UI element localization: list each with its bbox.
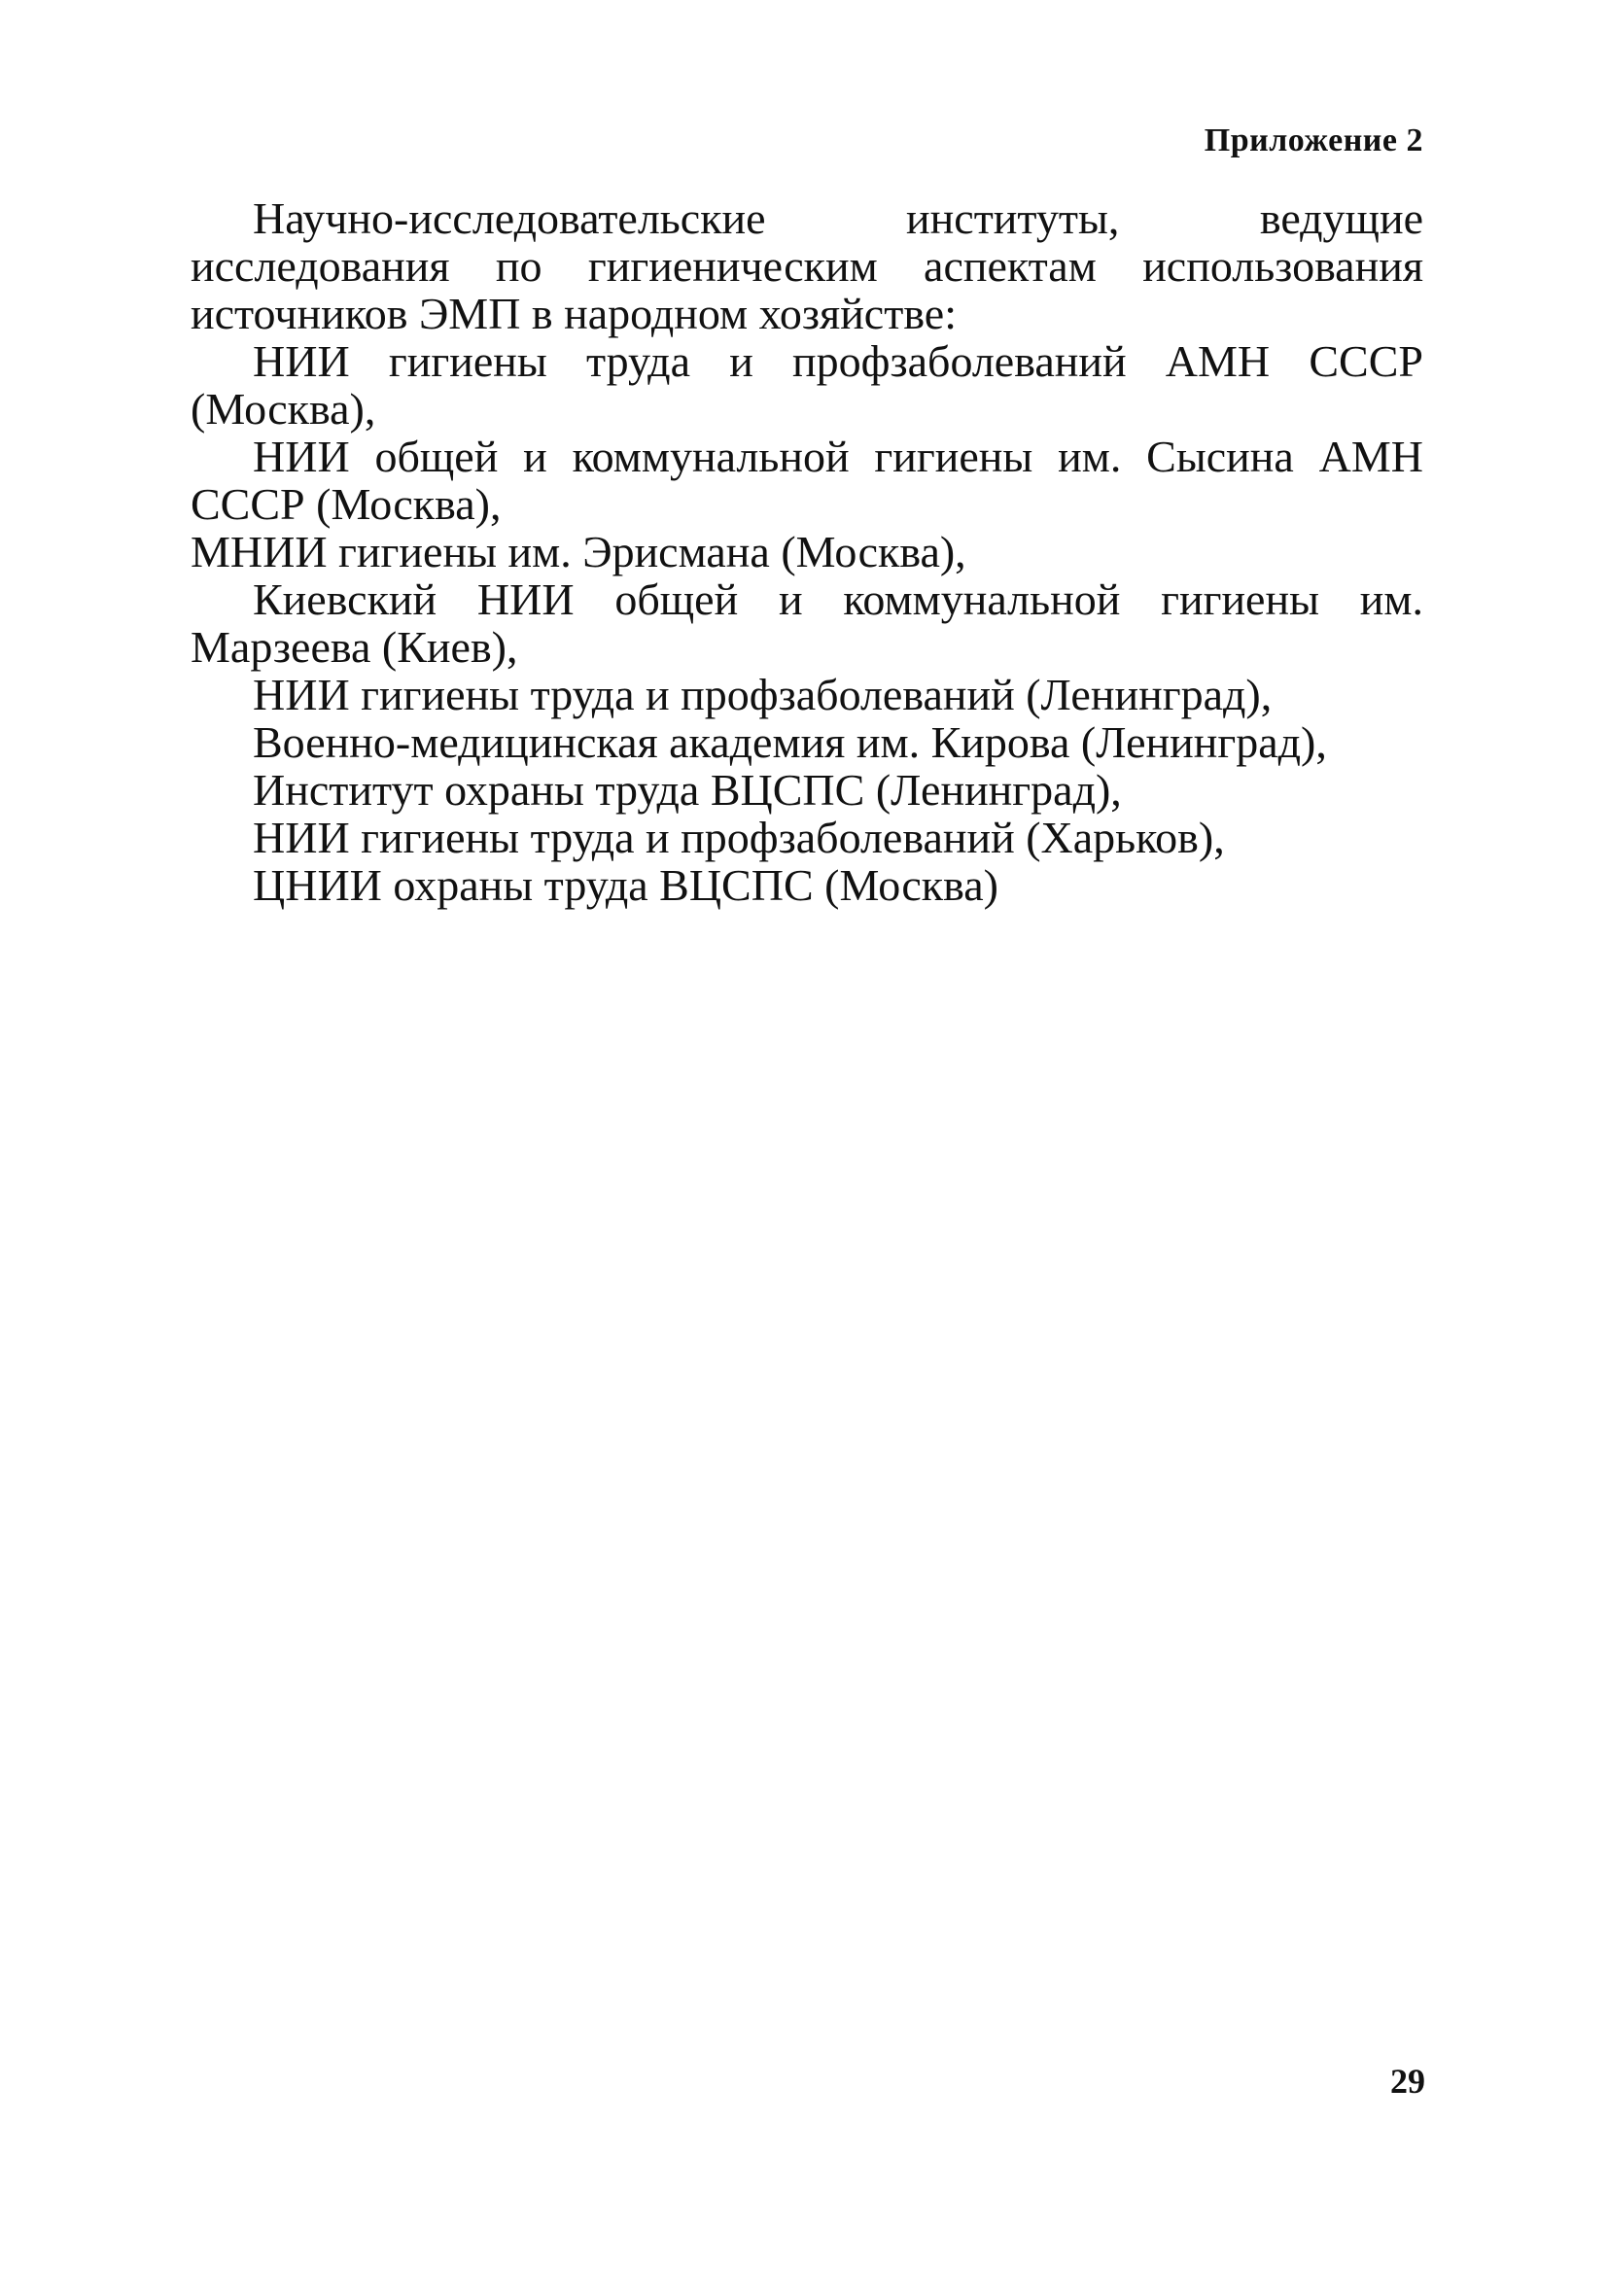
institute-item: НИИ гигиены труда и профзаболеваний (Харьков), — [253, 813, 1225, 862]
institute-item: Институт охраны труда ВЦСПС (Ленинград), — [253, 765, 1122, 815]
institute-item: Киевский НИИ общей и коммунальной гигиены им. Марзеева (Киев), — [191, 574, 1423, 672]
appendix-label: Приложение 2 — [1204, 122, 1423, 158]
institutes-list — [191, 337, 1423, 909]
institute-item: МНИИ гигиены им. Эрисмана (Москва), — [191, 527, 966, 576]
institute-item: Военно-медицинская академия им. Кирова (Ленинград), — [253, 717, 1327, 767]
page-number: 29 — [1390, 2062, 1425, 2101]
document-body — [191, 194, 1423, 909]
institute-item: НИИ гигиены труда и профзаболеваний АМН СССР (Москва), — [191, 336, 1423, 434]
intro-paragraph: Научно-исследовательские институты, ведущие исследования по гигиеническим аспектам использования источников ЭМП в народном хозяйстве: — [191, 193, 1423, 338]
institute-item: НИИ гигиены труда и профзаболеваний (Ленинград), — [253, 670, 1273, 719]
institute-item: НИИ общей и коммунальной гигиены им. Сысина АМН СССР (Москва), — [191, 432, 1423, 529]
institute-item: ЦНИИ охраны труда ВЦСПС (Москва) — [253, 860, 998, 910]
